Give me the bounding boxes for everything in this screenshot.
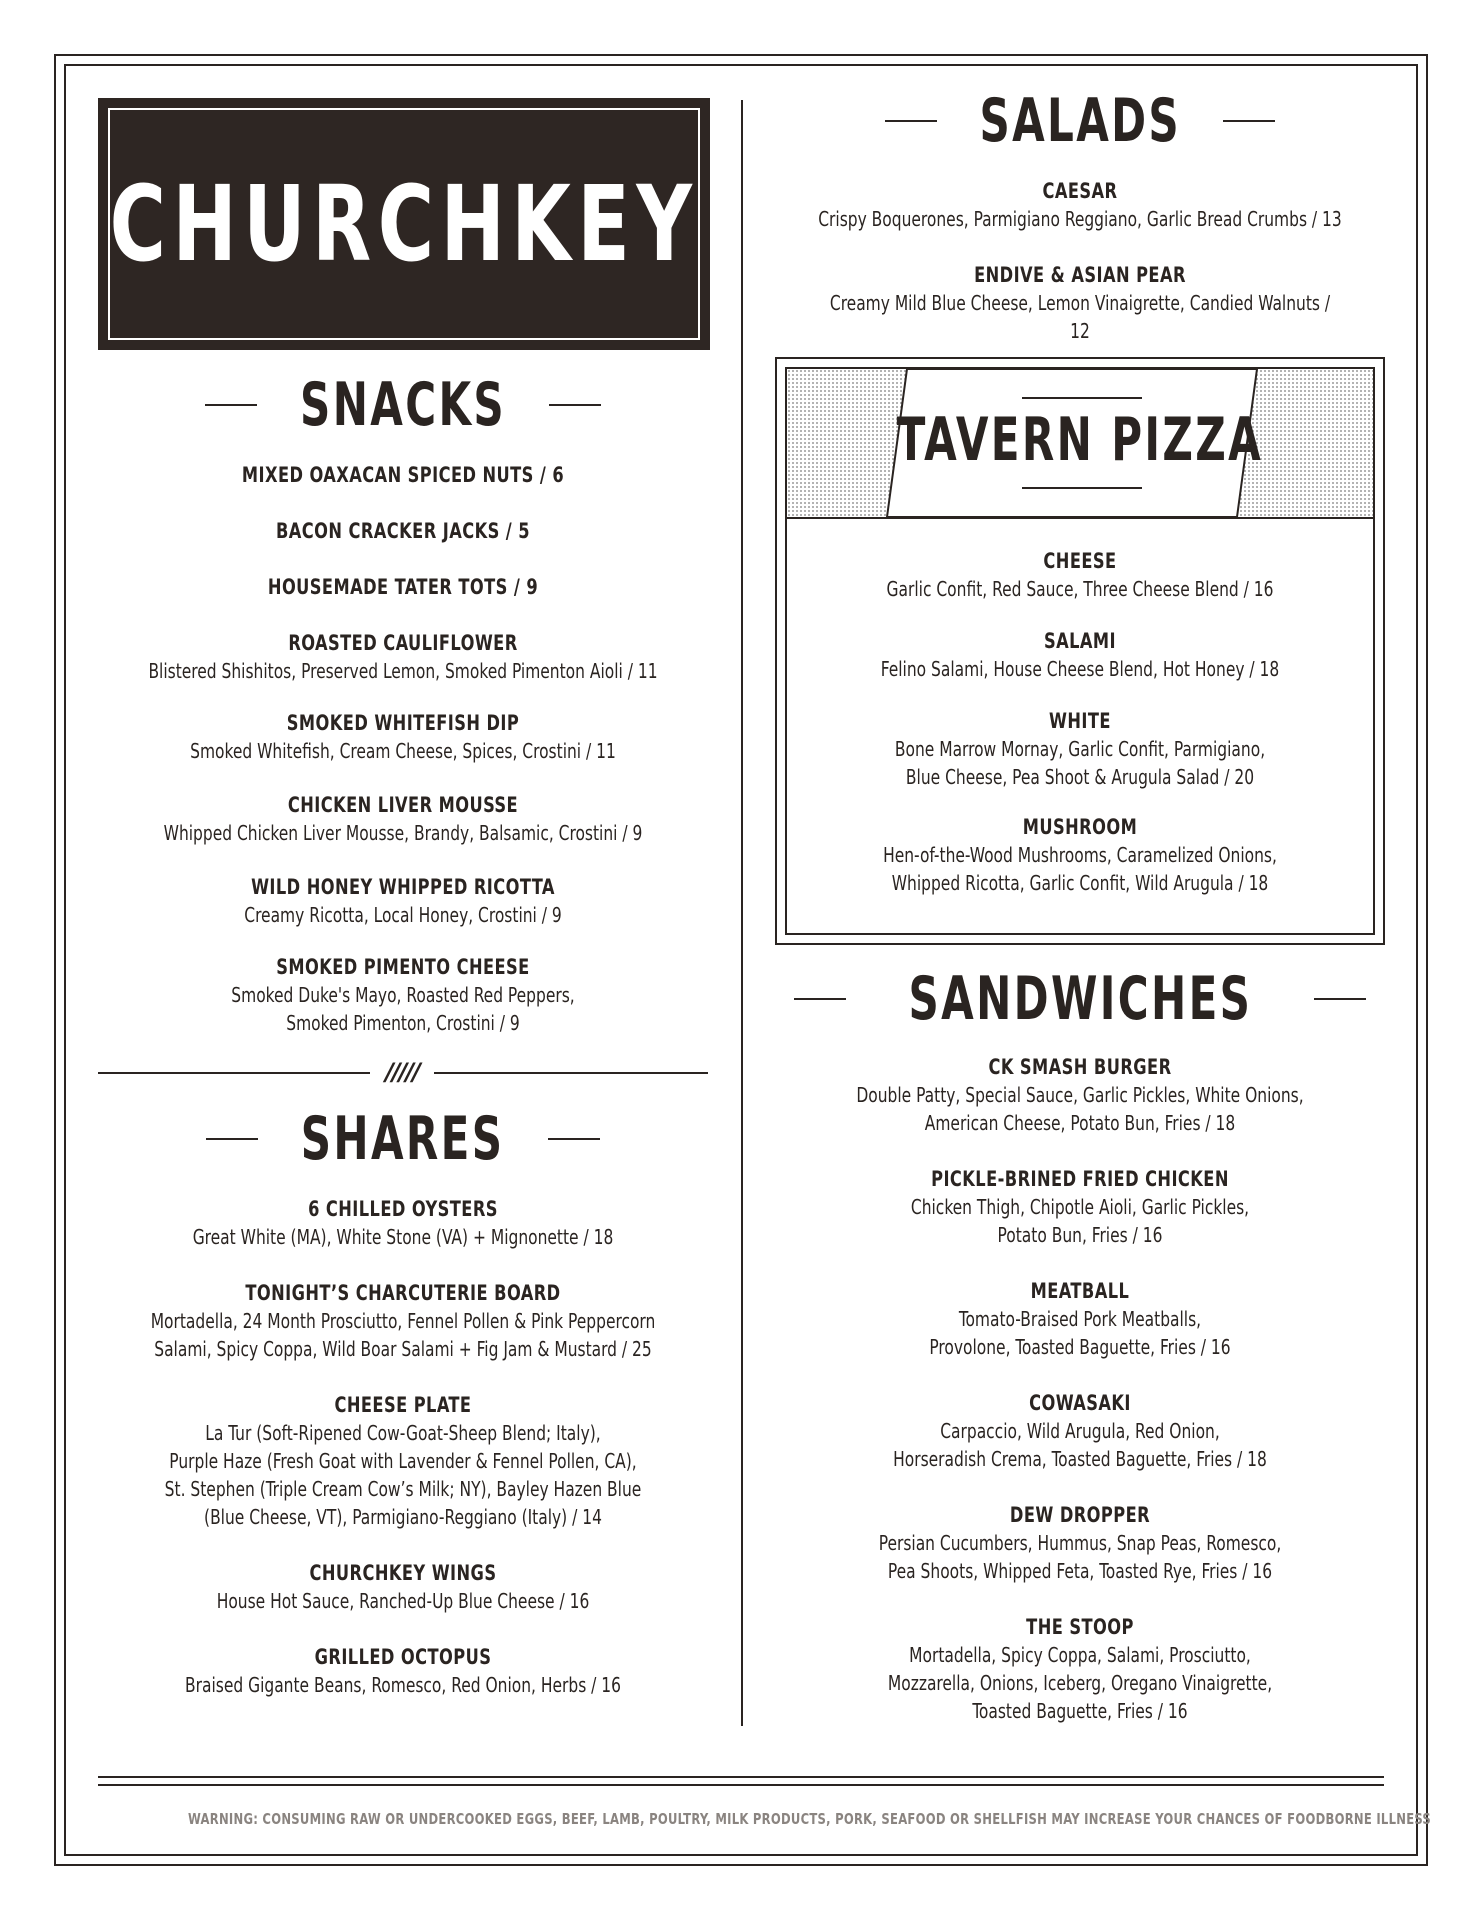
footer-rule-top [98, 1776, 1384, 1778]
item-desc: Hen-of-the-Wood Mushrooms, Caramelized Onions, Whipped Ricotta, Garlic Confit, Wild Arugula / 18 [883, 843, 1277, 895]
item-name: ROASTED CAULIFLOWER [288, 631, 518, 655]
item-desc: Tomato-Braised Pork Meatballs, Provolone, Toasted Baguette, Fries / 16 [929, 1307, 1231, 1359]
item-name: WHITE [1049, 709, 1111, 733]
item-name: MUSHROOM [1022, 815, 1138, 839]
menu-item [98, 1392, 708, 1531]
item-desc: Mortadella, Spicy Coppa, Salami, Prosciutto, Mozzarella, Onions, Iceberg, Oregano Vinaigrette, Toasted Baguette, Fries / 16 [887, 1643, 1273, 1723]
sandwiches-title: SANDWICHES [908, 964, 1252, 1034]
item-desc: Whipped Chicken Liver Mousse, Brandy, Balsamic, Crostini / 9 [163, 821, 643, 845]
item-name: SMOKED PIMENTO CHEESE [276, 955, 530, 979]
item-desc: Double Patty, Special Sauce, Garlic Pickles, White Onions, American Cheese, Potato Bun, Fries / 18 [856, 1083, 1304, 1135]
menu-item [775, 1390, 1385, 1473]
item-desc: Garlic Confit, Red Sauce, Three Cheese Blend / 16 [886, 577, 1274, 601]
menu-item [775, 1166, 1385, 1249]
item-name: HOUSEMADE TATER TOTS / 9 [267, 575, 539, 599]
food-warning: WARNING: CONSUMING RAW OR UNDERCOOKED EGGS, BEEF, LAMB, POULTRY, MILK PRODUCTS, PORK, SEAFOOD OR SHELLFISH MAY INCREASE YOUR CHANCES OF FOODBORNE ILLNESS [188, 1810, 1432, 1828]
item-name: CHICKEN LIVER MOUSSE [287, 793, 519, 817]
item-name: MIXED OAXACAN SPICED NUTS / 6 [241, 463, 565, 487]
menu-item [98, 1644, 708, 1699]
menu-item [775, 1502, 1385, 1585]
item-name: MEATBALL [1030, 1279, 1130, 1303]
item-name: SMOKED WHITEFISH DIP [286, 711, 520, 735]
item-name: CK SMASH BURGER [988, 1055, 1172, 1079]
item-desc: Persian Cucumbers, Hummus, Snap Peas, Romesco, Pea Shoots, Whipped Feta, Toasted Rye, Fries / 16 [878, 1531, 1282, 1583]
item-desc: La Tur (Soft-Ripened Cow-Goat-Sheep Blend; Italy), Purple Haze (Fresh Goat with Lavender & Fennel Pollen, CA), St. Stephen (Triple Cream Cow’s Milk; NY), Bayley Hazen Blue (Blue Cheese, VT), Parmigiano-Reggiano (Italy) / 14 [164, 1421, 642, 1529]
item-name: TONIGHT’S CHARCUTERIE BOARD [245, 1281, 561, 1305]
item-name: 6 CHILLED OYSTERS [308, 1197, 498, 1221]
item-name: ENDIVE & ASIAN PEAR [974, 263, 1186, 287]
item-desc: Felino Salami, House Cheese Blend, Hot Honey / 18 [880, 657, 1280, 681]
item-name: CAESAR [1042, 179, 1118, 203]
item-desc: Bone Marrow Mornay, Garlic Confit, Parmigiano, Blue Cheese, Pea Shoot & Arugula Salad / 20 [894, 737, 1266, 789]
item-name: CHEESE [1043, 549, 1117, 573]
sandwiches-list [775, 0, 1385, 1740]
item-desc: Mortadella, 24 Month Prosciutto, Fennel Pollen & Pink Peppercorn Salami, Spicy Coppa, Wild Boar Salami + Fig Jam & Mustard / 25 [150, 1309, 656, 1361]
item-name: GRILLED OCTOPUS [314, 1645, 492, 1669]
pizza-title: TAVERN PIZZA [896, 405, 1264, 475]
item-desc: Chicken Thigh, Chipotle Aioli, Garlic Pickles, Potato Bun, Fries / 16 [910, 1195, 1250, 1247]
menu-item [775, 1278, 1385, 1361]
item-desc: Braised Gigante Beans, Romesco, Red Onion, Herbs / 16 [185, 1673, 621, 1697]
snacks-title: SNACKS [299, 370, 507, 440]
item-name: PICKLE-BRINED FRIED CHICKEN [931, 1167, 1229, 1191]
item-desc: Great White (MA), White Stone (VA) + Mignonette / 18 [192, 1225, 614, 1249]
logo-text: CHURCHKEY [109, 163, 699, 285]
item-name: BACON CRACKER JACKS / 5 [275, 519, 530, 543]
column-divider [741, 100, 743, 1726]
item-name: CHEESE PLATE [334, 1393, 472, 1417]
item-desc: Carpaccio, Wild Arugula, Red Onion, Horseradish Crema, Toasted Baguette, Fries / 18 [893, 1419, 1267, 1471]
menu-item [775, 1614, 1385, 1725]
item-desc: Creamy Mild Blue Cheese, Lemon Vinaigrette, Candied Walnuts / 12 [829, 291, 1331, 343]
item-name: CHURCHKEY WINGS [309, 1561, 497, 1585]
shares-title: SHARES [301, 1104, 505, 1174]
item-name: WILD HONEY WHIPPED RICOTTA [251, 875, 555, 899]
item-desc: Smoked Whitefish, Cream Cheese, Spices, Crostini / 11 [190, 739, 616, 763]
item-desc: Crispy Boquerones, Parmigiano Reggiano, Garlic Bread Crumbs / 13 [818, 207, 1342, 231]
shares-list [98, 0, 708, 1720]
menu-item [775, 1054, 1385, 1137]
item-name: COWASAKI [1029, 1391, 1131, 1415]
menu-item [98, 1560, 708, 1615]
item-desc: Creamy Ricotta, Local Honey, Crostini / 9 [244, 903, 562, 927]
menu-item [98, 1280, 708, 1363]
menu-item [98, 1196, 708, 1251]
salads-title: SALADS [979, 86, 1181, 156]
footer-rule-bottom [98, 1784, 1384, 1786]
item-name: SALAMI [1044, 629, 1116, 653]
item-desc: Smoked Duke's Mayo, Roasted Red Peppers, Smoked Pimenton, Crostini / 9 [231, 983, 575, 1035]
item-name: DEW DROPPER [1009, 1503, 1151, 1527]
item-name: THE STOOP [1026, 1615, 1134, 1639]
item-desc: Blistered Shishitos, Preserved Lemon, Smoked Pimenton Aioli / 11 [148, 659, 658, 683]
item-desc: House Hot Sauce, Ranched-Up Blue Cheese / 16 [216, 1589, 590, 1613]
divider-slashes: ///// [370, 1058, 434, 1086]
